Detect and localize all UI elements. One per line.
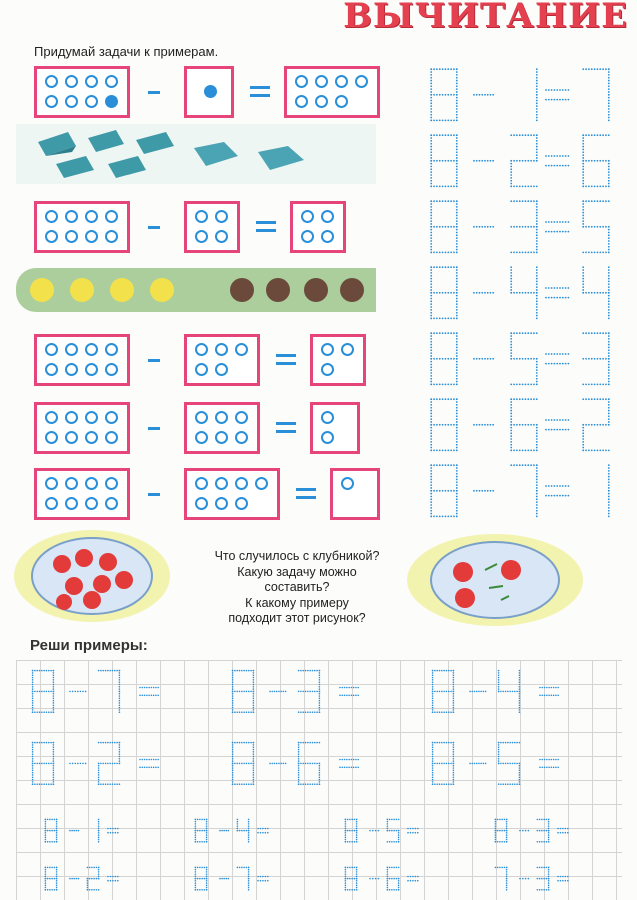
- equals-sign: [139, 687, 159, 696]
- counter-circle: [105, 75, 118, 88]
- exercise-grid: [0, 660, 637, 900]
- equation-difference: [582, 134, 609, 187]
- exercise-first-number: [345, 867, 358, 891]
- equation-difference: [608, 464, 610, 517]
- counter-circle: [255, 477, 268, 490]
- exercise-first-number: [432, 742, 454, 785]
- minus-sign: [519, 878, 529, 880]
- exercise-second-number: [87, 867, 100, 891]
- counter-circle: [105, 497, 118, 510]
- counter-circle: [235, 431, 248, 444]
- counter-circle: [65, 431, 78, 444]
- counter-circle: [65, 95, 78, 108]
- exercise-first-number: [345, 819, 358, 843]
- exercise-first-number: [45, 819, 58, 843]
- counter-circle: [204, 85, 217, 98]
- exercise-second-number: [237, 867, 250, 891]
- counter-circle: [65, 363, 78, 376]
- equals-sign: [545, 89, 569, 100]
- question-line: подходит этот рисунок?: [228, 611, 366, 625]
- exercise-first-number: [432, 670, 454, 713]
- minus-sign: [148, 427, 160, 430]
- exercise-second-number: [298, 670, 320, 713]
- equals-bar: [256, 229, 276, 232]
- exercise-first-number: [195, 867, 208, 891]
- counter-circle: [355, 75, 368, 88]
- counter-circle: [45, 95, 58, 108]
- exercise-second-number: [498, 670, 520, 713]
- counter-circle: [105, 343, 118, 356]
- counter-circle: [65, 477, 78, 490]
- counter-circle: [85, 95, 98, 108]
- counter-circle: [215, 411, 228, 424]
- difference-box: [330, 468, 380, 520]
- exercise-first-number: [195, 819, 208, 843]
- solve-heading: Реши примеры:: [30, 637, 148, 654]
- minus-sign: [469, 691, 486, 693]
- counter-circle: [295, 95, 308, 108]
- counter-circle: [85, 363, 98, 376]
- instruction-text: Придумай задачи к примерам.: [34, 44, 219, 59]
- exercise-first-number: [232, 670, 254, 713]
- minus-sign: [473, 292, 494, 294]
- counter-circle: [215, 230, 228, 243]
- full-strawberry-plate: [12, 528, 172, 628]
- minus-sign: [473, 160, 494, 162]
- counter-circle: [65, 343, 78, 356]
- subtrahend-box: [184, 201, 240, 253]
- counter-circle: [85, 497, 98, 510]
- equals-bar: [250, 94, 270, 97]
- exercise-second-number: [387, 867, 400, 891]
- equation-minuend: [430, 266, 457, 319]
- subtrahend-box: [184, 402, 260, 454]
- counter-circle: [45, 411, 58, 424]
- exercise-first-number: [495, 819, 508, 843]
- exercise-second-number: [98, 819, 100, 843]
- counter-circle: [195, 343, 208, 356]
- equation-difference: [582, 68, 609, 121]
- counter-circle: [215, 210, 228, 223]
- equation-difference: [582, 200, 609, 253]
- counter-circle: [65, 411, 78, 424]
- counter-circle: [85, 210, 98, 223]
- exercise-second-number: [537, 867, 550, 891]
- minus-sign: [148, 91, 160, 94]
- equals-sign: [139, 759, 159, 768]
- minus-sign: [69, 763, 86, 765]
- counter-circle: [235, 343, 248, 356]
- exercise-first-number: [232, 742, 254, 785]
- counter-circle: [301, 210, 314, 223]
- counter-circle: [85, 230, 98, 243]
- difference-box: [290, 201, 346, 253]
- equation-subtrahend: [510, 332, 537, 385]
- minus-sign: [469, 763, 486, 765]
- subtrahend-box: [184, 334, 260, 386]
- counter-circle: [65, 230, 78, 243]
- equals-bar: [276, 422, 296, 425]
- counter-circle: [65, 497, 78, 510]
- equation-minuend: [430, 398, 457, 451]
- equals-bar: [276, 362, 296, 365]
- counter-circle: [195, 431, 208, 444]
- counter-circle: [341, 477, 354, 490]
- subtrahend-box: [184, 66, 234, 118]
- minus-sign: [148, 226, 160, 229]
- counter-circle: [105, 411, 118, 424]
- counter-circle: [195, 497, 208, 510]
- exercise-first-number: [32, 742, 54, 785]
- minuend-box: [34, 468, 130, 520]
- counter-circle: [321, 411, 334, 424]
- equals-bar: [276, 354, 296, 357]
- counter-circle: [235, 477, 248, 490]
- counter-circle: [45, 363, 58, 376]
- counter-circle: [321, 363, 334, 376]
- counter-circle: [215, 343, 228, 356]
- exercise-first-number: [45, 867, 58, 891]
- equals-sign: [339, 687, 359, 696]
- counter-circle: [45, 477, 58, 490]
- equals-sign: [539, 687, 559, 696]
- counter-circle: [315, 95, 328, 108]
- page-title: ВЫЧИТАНИЕ: [343, 0, 628, 36]
- equals-sign: [545, 419, 569, 430]
- equals-sign: [257, 876, 268, 882]
- subtrahend-box: [184, 468, 280, 520]
- minuend-box: [34, 334, 130, 386]
- exercise-second-number: [537, 819, 550, 843]
- equation-minuend: [430, 68, 457, 121]
- counter-circle: [85, 75, 98, 88]
- fish-picture: [16, 124, 376, 184]
- equals-sign: [407, 876, 418, 882]
- equals-sign: [107, 876, 118, 882]
- equals-sign: [545, 485, 569, 496]
- counter-circle: [45, 343, 58, 356]
- counter-circle: [195, 363, 208, 376]
- difference-box: [310, 334, 366, 386]
- counter-circle: [195, 210, 208, 223]
- counter-circle: [105, 210, 118, 223]
- exercise-first-number: [495, 867, 508, 891]
- equals-bar: [296, 496, 316, 499]
- dotted-equations: [420, 60, 620, 530]
- equals-sign: [539, 759, 559, 768]
- chicks-picture: [16, 262, 376, 322]
- equals-sign: [107, 828, 118, 834]
- counter-circle: [45, 210, 58, 223]
- counter-circle: [45, 230, 58, 243]
- counter-circle: [85, 431, 98, 444]
- exercise-second-number: [98, 742, 120, 785]
- counter-circle: [85, 477, 98, 490]
- exercise-first-number: [32, 670, 54, 713]
- equation-minuend: [430, 332, 457, 385]
- minus-sign: [473, 490, 494, 492]
- strawberry-question: [192, 549, 402, 627]
- minus-sign: [473, 94, 494, 96]
- equals-bar: [250, 86, 270, 89]
- counter-circle: [321, 230, 334, 243]
- equation-subtrahend: [536, 68, 538, 121]
- counter-circle: [215, 497, 228, 510]
- counter-circle: [105, 230, 118, 243]
- counter-circle: [301, 230, 314, 243]
- question-line: составить?: [264, 580, 330, 594]
- counter-circle: [335, 95, 348, 108]
- counter-circle: [65, 210, 78, 223]
- exercise-second-number: [98, 670, 120, 713]
- counter-circle: [85, 411, 98, 424]
- equals-sign: [545, 353, 569, 364]
- counter-circle: [195, 477, 208, 490]
- counter-circle: [105, 95, 118, 108]
- equation-minuend: [430, 464, 457, 517]
- difference-box: [310, 402, 360, 454]
- equation-difference: [582, 266, 609, 319]
- counter-circle: [65, 75, 78, 88]
- counter-circle: [45, 431, 58, 444]
- counter-circle: [235, 411, 248, 424]
- counter-circle: [295, 75, 308, 88]
- exercise-second-number: [298, 742, 320, 785]
- equals-sign: [545, 287, 569, 298]
- equation-subtrahend: [510, 134, 537, 187]
- counter-circle: [215, 477, 228, 490]
- equals-bar: [296, 488, 316, 491]
- equals-bar: [256, 221, 276, 224]
- counter-circle: [195, 411, 208, 424]
- counter-circle: [45, 75, 58, 88]
- equation-subtrahend: [510, 464, 537, 517]
- equation-subtrahend: [510, 398, 537, 451]
- counter-circle: [105, 431, 118, 444]
- equation-difference: [582, 332, 609, 385]
- equals-sign: [339, 759, 359, 768]
- minuend-box: [34, 402, 130, 454]
- counter-circle: [235, 497, 248, 510]
- exercise-second-number: [498, 742, 520, 785]
- minus-sign: [219, 878, 229, 880]
- minus-sign: [369, 878, 379, 880]
- counter-circle: [335, 75, 348, 88]
- minus-sign: [473, 358, 494, 360]
- counter-circle: [105, 363, 118, 376]
- question-line: Какую задачу можно: [237, 564, 357, 579]
- equals-sign: [557, 876, 568, 882]
- question-line: К какому примеру: [245, 595, 349, 610]
- minus-sign: [473, 424, 494, 426]
- counter-circle: [321, 343, 334, 356]
- counter-circle: [315, 75, 328, 88]
- minus-sign: [269, 763, 286, 765]
- equation-subtrahend: [510, 200, 537, 253]
- equals-sign: [257, 828, 268, 834]
- minus-sign: [148, 493, 160, 496]
- counter-circle: [45, 497, 58, 510]
- counter-circle: [105, 477, 118, 490]
- counter-circle: [195, 230, 208, 243]
- minus-sign: [69, 878, 79, 880]
- minus-sign: [519, 830, 529, 832]
- minus-sign: [148, 359, 160, 362]
- equals-sign: [557, 828, 568, 834]
- equation-subtrahend: [510, 266, 537, 319]
- minus-sign: [473, 226, 494, 228]
- equation-minuend: [430, 200, 457, 253]
- equals-bar: [276, 430, 296, 433]
- difference-box: [284, 66, 380, 118]
- equals-sign: [407, 828, 418, 834]
- equals-sign: [545, 155, 569, 166]
- equation-minuend: [430, 134, 457, 187]
- counter-circle: [321, 210, 334, 223]
- equation-difference: [582, 398, 609, 451]
- counter-circle: [215, 363, 228, 376]
- exercise-second-number: [237, 819, 250, 843]
- counter-circle: [85, 343, 98, 356]
- counter-circle: [341, 343, 354, 356]
- question-line: Что случилось с клубникой?: [214, 549, 380, 563]
- empty-strawberry-plate: [405, 530, 585, 630]
- minus-sign: [69, 691, 86, 693]
- minuend-box: [34, 66, 130, 118]
- minus-sign: [369, 830, 379, 832]
- minus-sign: [69, 830, 79, 832]
- minuend-box: [34, 201, 130, 253]
- minus-sign: [269, 691, 286, 693]
- counter-circle: [215, 431, 228, 444]
- equals-sign: [545, 221, 569, 232]
- counter-circle: [321, 431, 334, 444]
- exercise-second-number: [387, 819, 400, 843]
- minus-sign: [219, 830, 229, 832]
